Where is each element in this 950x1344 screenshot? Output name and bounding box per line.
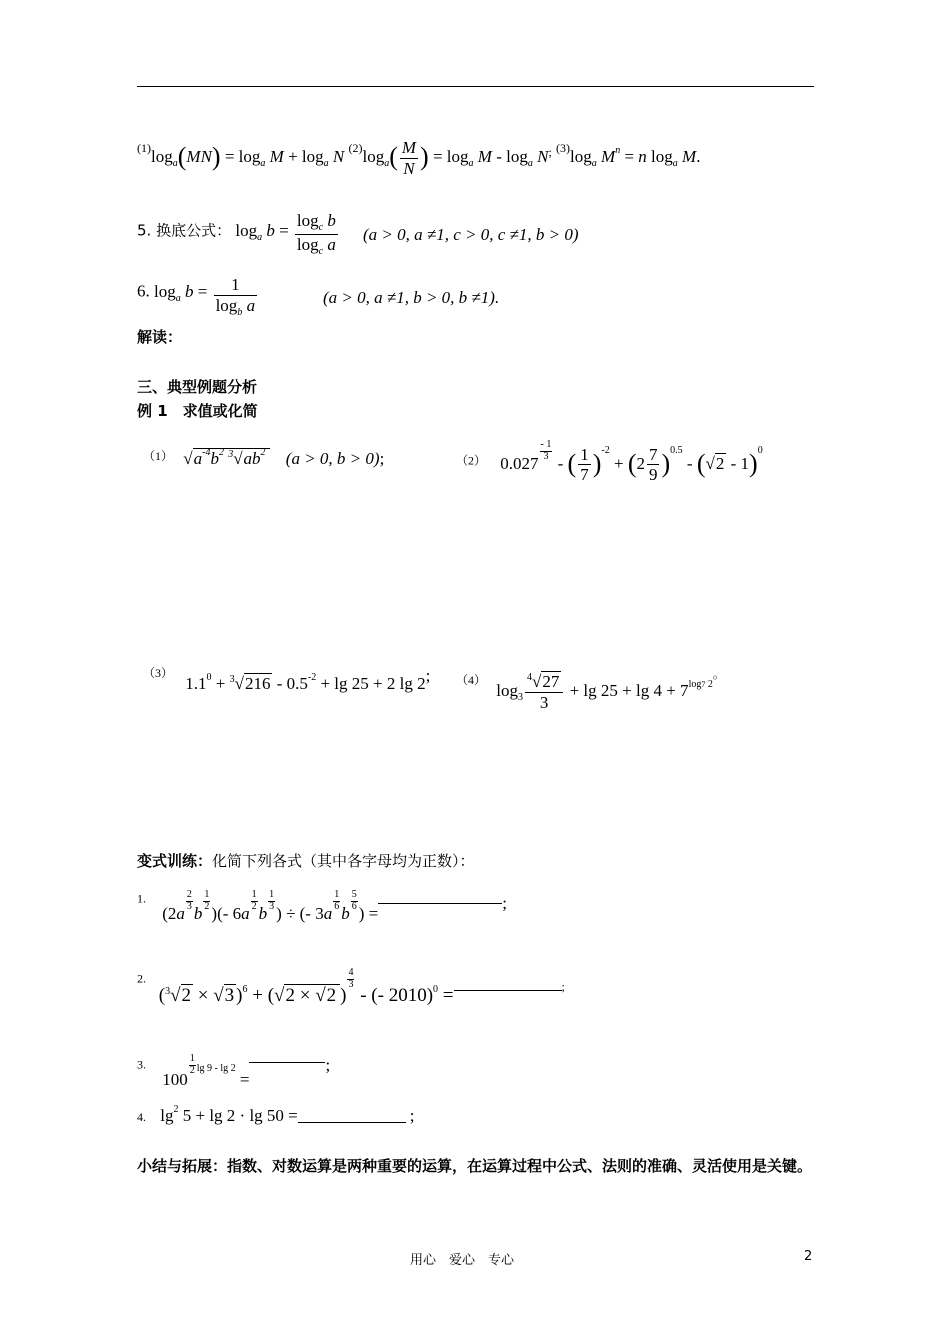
rule-2-label: (2) (348, 140, 363, 155)
section-3-heading: 三、典型例题分析 (137, 378, 258, 396)
summary-paragraph: 小结与拓展：指数、对数运算是两种重要的运算，在运算过程中公式、法则的准确、灵活使用是关键。 (137, 1157, 813, 1175)
rule-3-label: (3) (556, 140, 571, 155)
practice-1: $^{1.}$ (2a $\frac{2}{3}$ b $\frac{1}{2}$ )(- 6a $\frac{1}{2}$ b $\frac{1}{3}$ ) ÷ (- 3a $\frac{1}{6}$ b $\frac{5}{6}$ ) =; (137, 889, 507, 923)
jiedu-heading: 解读： (137, 328, 183, 346)
change-of-base-formula: $\log_a b$ = $\frac{\log_c b}{\log_c a}$ (235, 211, 336, 257)
example-1-4: $^{(4)}$ $\log_3$ $\frac{^4√27}{3}$ + $\lg 25 + \lg 4 + 7^{log7 2。}$ (456, 666, 725, 712)
practice-intro: 变式训练：化简下列各式（其中各字母均为正数）： (137, 852, 475, 870)
footer-motto: 用心 爱心 专心 (410, 1253, 515, 1268)
example-1-1-conditions: (a > 0, b > 0) (285, 449, 380, 468)
example-1-heading: 例 1 求值或化简 (137, 402, 258, 420)
reciprocal-line: 6. $\log_a b$ = $\frac{1}{\log_b a}$ (137, 275, 259, 318)
product-rule: $\log_a(MN) = \log_a M + \log_a N$ (151, 141, 345, 171)
example-1-2: $^{(2)}$ 0.027 $\frac{- 1}{3}$ - ( $\frac{1}{7}$ )$^{-2}$ + (2 $\frac{7}{9}$ )$^{0.5}$ - (√2 - 1)$^0$ (456, 439, 763, 485)
quotient-rule: $\log_a$( $\frac{M}{N}$ ) = $\log_a M - \log_a N$ (362, 138, 549, 178)
change-of-base-line (137, 211, 340, 257)
practice-2: $^{2.}$ ($^3$√2 × √3 )$^6$ + (√2 × √2 ) $\frac{4}{3}$ - (- 2010)$^0$ = ; (137, 967, 565, 1006)
practice-1-answer-blank[interactable] (378, 903, 502, 904)
log-rules-line: $^{(1)}\log_a(MN) = \log_a M + \log_a N$ $^{(2)}\log_a$( $\frac{M}{N}$ ) = $\log_a M - \log_a N^;$ $^{(3)}\log_a$ $M^n = n$ $\log_a M$. (137, 138, 701, 178)
practice-3: 3. 100 $\frac{1}{2}$ $^{lg 9 - lg 2}$ =; (137, 1053, 331, 1089)
change-of-base-conditions: (a > 0, a ≠1, c > 0, c ≠1, b > 0) (363, 225, 579, 244)
rule-1-label: (1) (137, 140, 151, 155)
practice-4-answer-blank[interactable] (298, 1122, 406, 1123)
page-number: 2 (804, 1249, 813, 1264)
example-1-3: $^{(3)}$ $1.1^0 + ^3√216 - 0.5^{-2} + \lg 25 + 2$ lg 2; (143, 666, 431, 693)
power-rule: $\log_a M^n = n$ $\log_a M$ (570, 144, 697, 169)
change-of-base-label: 5. 换底公式： (137, 221, 232, 240)
practice-4: 4. $\lg^2 5 + \lg 2 \cdot \lg 50$ = ; (137, 1104, 415, 1125)
practice-2-answer-blank[interactable] (454, 990, 562, 991)
practice-3-answer-blank[interactable] (249, 1062, 325, 1063)
reciprocal-formula: $\log_a b$ = $\frac{1}{\log_b a}$ (154, 275, 256, 318)
reciprocal-conditions: (a > 0, a ≠1, b > 0, b ≠1). (323, 288, 500, 307)
example-1-1: $^{(1)}$ $√a^{-4}b^2$ $^3√ab^2$ (a > 0, b > 0); (143, 447, 385, 468)
header-rule (137, 86, 814, 87)
